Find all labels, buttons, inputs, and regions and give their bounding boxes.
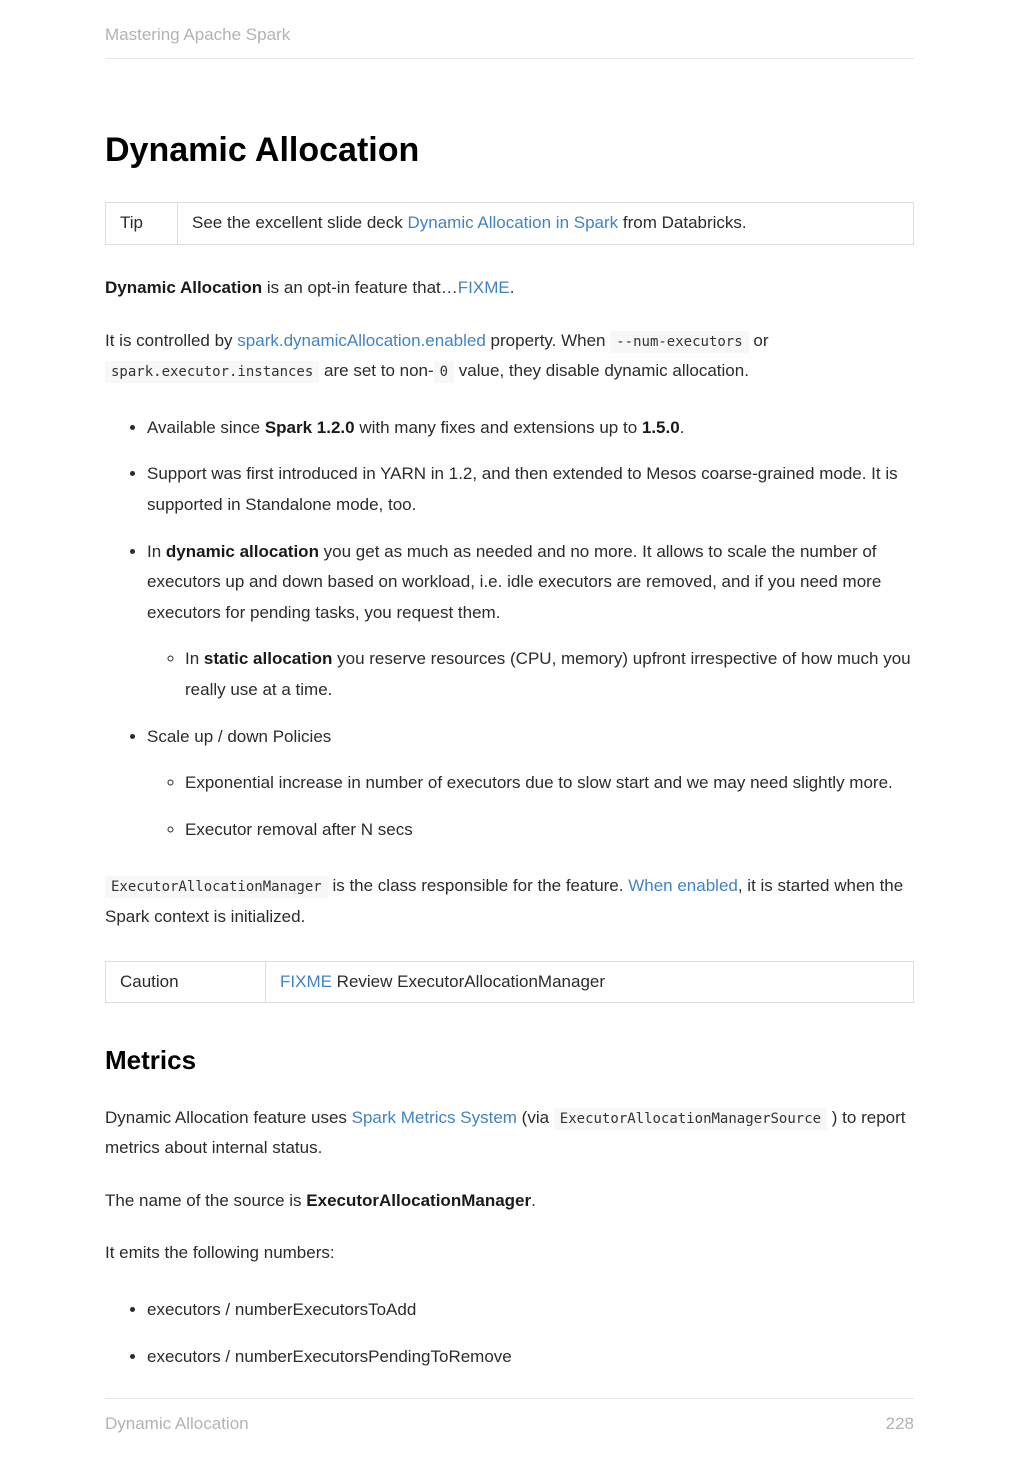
bold-text: static allocation	[203, 649, 333, 669]
tip-row	[106, 203, 914, 245]
inline-code: ExecutorAllocationManagerSource	[554, 1108, 827, 1130]
inline-code: 0	[434, 361, 454, 383]
list-item-support-yarn	[147, 459, 914, 520]
list-item-text: • Available since Spark 1.2.0 with many fixes and extensions up to 1.5.0.	[147, 417, 685, 437]
list-item-text: • In dynamic allocation you get as much as needed and no more. It allows to scale the number of executors up and down based on workload, i.e. idle executors are removed, and if you need more executors for pending tasks, you request them.	[147, 541, 882, 622]
caution-box	[105, 961, 914, 1004]
text-link[interactable]: Dynamic Allocation in Spark	[407, 213, 619, 233]
bold-text: dynamic allocation	[165, 541, 319, 561]
paragraph-source-name: The name of the source is ExecutorAllocationManager.	[105, 1190, 536, 1210]
list-item-available-since	[147, 413, 914, 444]
list-item-executors-to-add	[147, 1295, 914, 1326]
page-header	[105, 0, 914, 59]
list-item-executors-pending-remove	[147, 1342, 914, 1373]
list-item-static-allocation	[185, 644, 914, 705]
tip-content: See the excellent slide deck Dynamic Allocation in Spark from Databricks.	[178, 203, 914, 245]
inline-code: --num-executors	[610, 331, 748, 353]
metrics-list	[105, 1295, 914, 1372]
text-link[interactable]: When enabled	[628, 876, 738, 896]
list-item-text: ◦ In static allocation you reserve resources (CPU, memory) upfront irrespective of how much you really use at a time.	[185, 649, 911, 699]
list-item-exponential-increase	[185, 768, 914, 799]
bold-text: ExecutorAllocationManager	[306, 1190, 532, 1210]
list-item-text: • executors / numberExecutorsPendingToRemove	[147, 1346, 512, 1366]
paragraph-intro: Dynamic Allocation is an opt-in feature that…FIXME.	[105, 278, 515, 298]
book-title: Mastering Apache Spark	[105, 25, 291, 44]
caution-row	[106, 961, 914, 1003]
list-item-executor-removal	[185, 815, 914, 846]
paragraph-emits: It emits the following numbers:	[105, 1243, 335, 1263]
caution-label: Caution	[106, 961, 266, 1003]
text-link[interactable]: FIXME	[280, 971, 332, 991]
tip-box	[105, 202, 914, 245]
list-item-policies	[147, 722, 914, 846]
section-heading-metrics: Metrics	[105, 1045, 197, 1076]
page-content	[105, 59, 914, 1398]
footer-chapter-title: Dynamic Allocation	[105, 1414, 249, 1434]
paragraph-metrics-uses: Dynamic Allocation feature uses Spark Metrics System (via ExecutorAllocationManagerSource ) to report metrics about internal status.	[105, 1107, 906, 1158]
list-item-text: • executors / numberExecutorsToAdd	[147, 1300, 417, 1320]
paragraph-controlled-by: It is controlled by spark.dynamicAllocation.enabled property. When --num-executors or spark.executor.instances are set to non- 0 value, they disable dynamic allocation.	[105, 326, 914, 387]
inline-code: ExecutorAllocationManager	[105, 876, 328, 898]
text-link[interactable]: spark.dynamicAllocation.enabled	[237, 330, 486, 350]
text-link[interactable]: FIXME	[457, 278, 510, 298]
paragraph-manager-class: ExecutorAllocationManager is the class responsible for the feature. When enabled, it is started when the Spark context is initialized.	[105, 876, 904, 926]
footer-row	[105, 1399, 914, 1434]
bold-text: 1.5.0	[641, 417, 680, 437]
list-item-text: • Support was first introduced in YARN in 1.2, and then extended to Mesos coarse-grained mode. It is supported in Standalone mode, too.	[147, 464, 898, 514]
text-link[interactable]: Spark Metrics System	[351, 1107, 517, 1127]
feature-list	[105, 413, 914, 846]
bold-text: Dynamic Allocation	[105, 278, 263, 298]
page-title: Dynamic Allocation	[105, 131, 420, 169]
bold-text: Spark 1.2.0	[264, 417, 355, 437]
list-item-text: ◦ Exponential increase in number of executors due to slow start and we may need slightly more.	[185, 773, 893, 793]
tip-label: Tip	[106, 203, 178, 245]
page-footer	[105, 1398, 914, 1468]
footer-page-number: 228	[885, 1414, 914, 1434]
list-item-text: ◦ Executor removal after N secs	[185, 819, 413, 839]
list-item-dynamic-allocation	[147, 537, 914, 706]
nested-list-static	[147, 644, 914, 705]
list-item-text: • Scale up / down Policies	[147, 726, 332, 746]
caution-content: FIXME Review ExecutorAllocationManager	[266, 961, 914, 1003]
inline-code: spark.executor.instances	[105, 361, 319, 383]
nested-list-policies	[147, 768, 914, 845]
